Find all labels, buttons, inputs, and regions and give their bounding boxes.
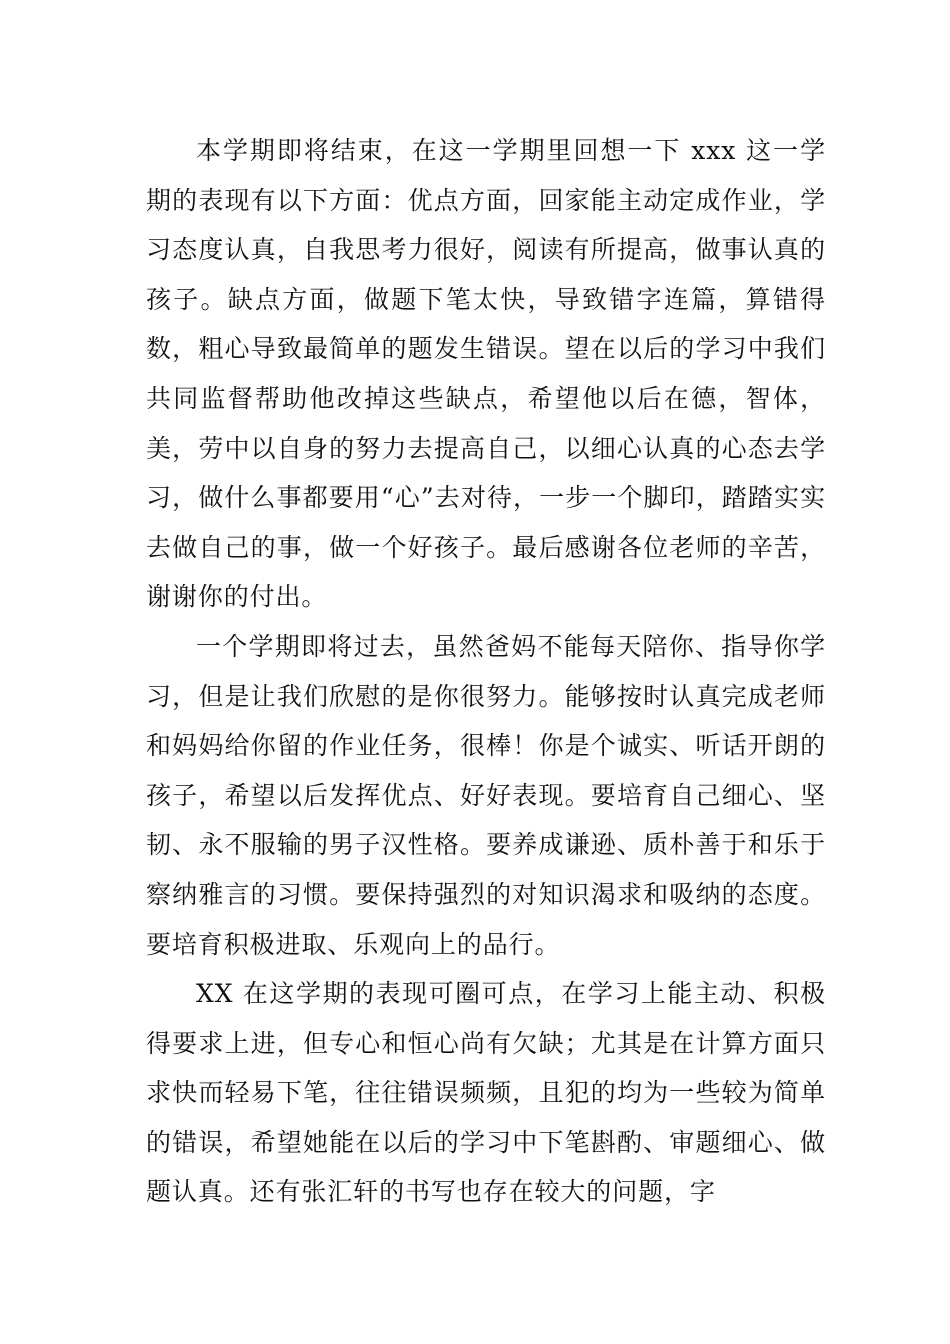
paragraph-1: 本学期即将结束，在这一学期里回想一下 xxx 这一学期的表现有以下方面：优点方面，回家能主动定成作业，学习态度认真，自我思考力很好，阅读有所提高，做事认真的孩子。缺点方面，做题下笔太快，导致错字连篇，算错得数，粗心导致最简单的题发生错误。望在以后的学习中我们共同监督帮助他改掉这些缺点，希望他以后在德，智体，美，劳中以自身的努力去提高自己，以细心认真的心态去学习，做什么事都要用“心”去对待，一步一个脚印，踏踏实实去做自己的事，做一个好孩子。最后感谢各位老师的辛苦，谢谢你的付出。 [146, 136, 826, 612]
paragraph-2: 一个学期即将过去，虽然爸妈不能每天陪你、指导你学习，但是让我们欣慰的是你很努力。能够按时认真完成老师和妈妈给你留的作业任务，很棒！你是个诚实、听话开朗的孩子，希望以后发挥优点、好好表现。要培育自己细心、坚韧、永不服输的男子汉性格。要养成谦逊、质朴善于和乐于察纳雅言的习惯。要保持强烈的对知识渴求和吸纳的态度。要培育积极进取、乐观向上的品行。 [146, 631, 826, 959]
paragraph-3: XX 在这学期的表现可圈可点，在学习上能主动、积极得要求上进，但专心和恒心尚有欠缺；尤其是在计算方面只求快而轻易下笔，往往错误频频，且犯的均为一些较为简单的错误，希望她能在以后的学习中下笔斟酌、审题细心、做题认真。还有张汇轩的书写也存在较大的问题，字 [146, 979, 826, 1207]
document-body [146, 126, 826, 1217]
